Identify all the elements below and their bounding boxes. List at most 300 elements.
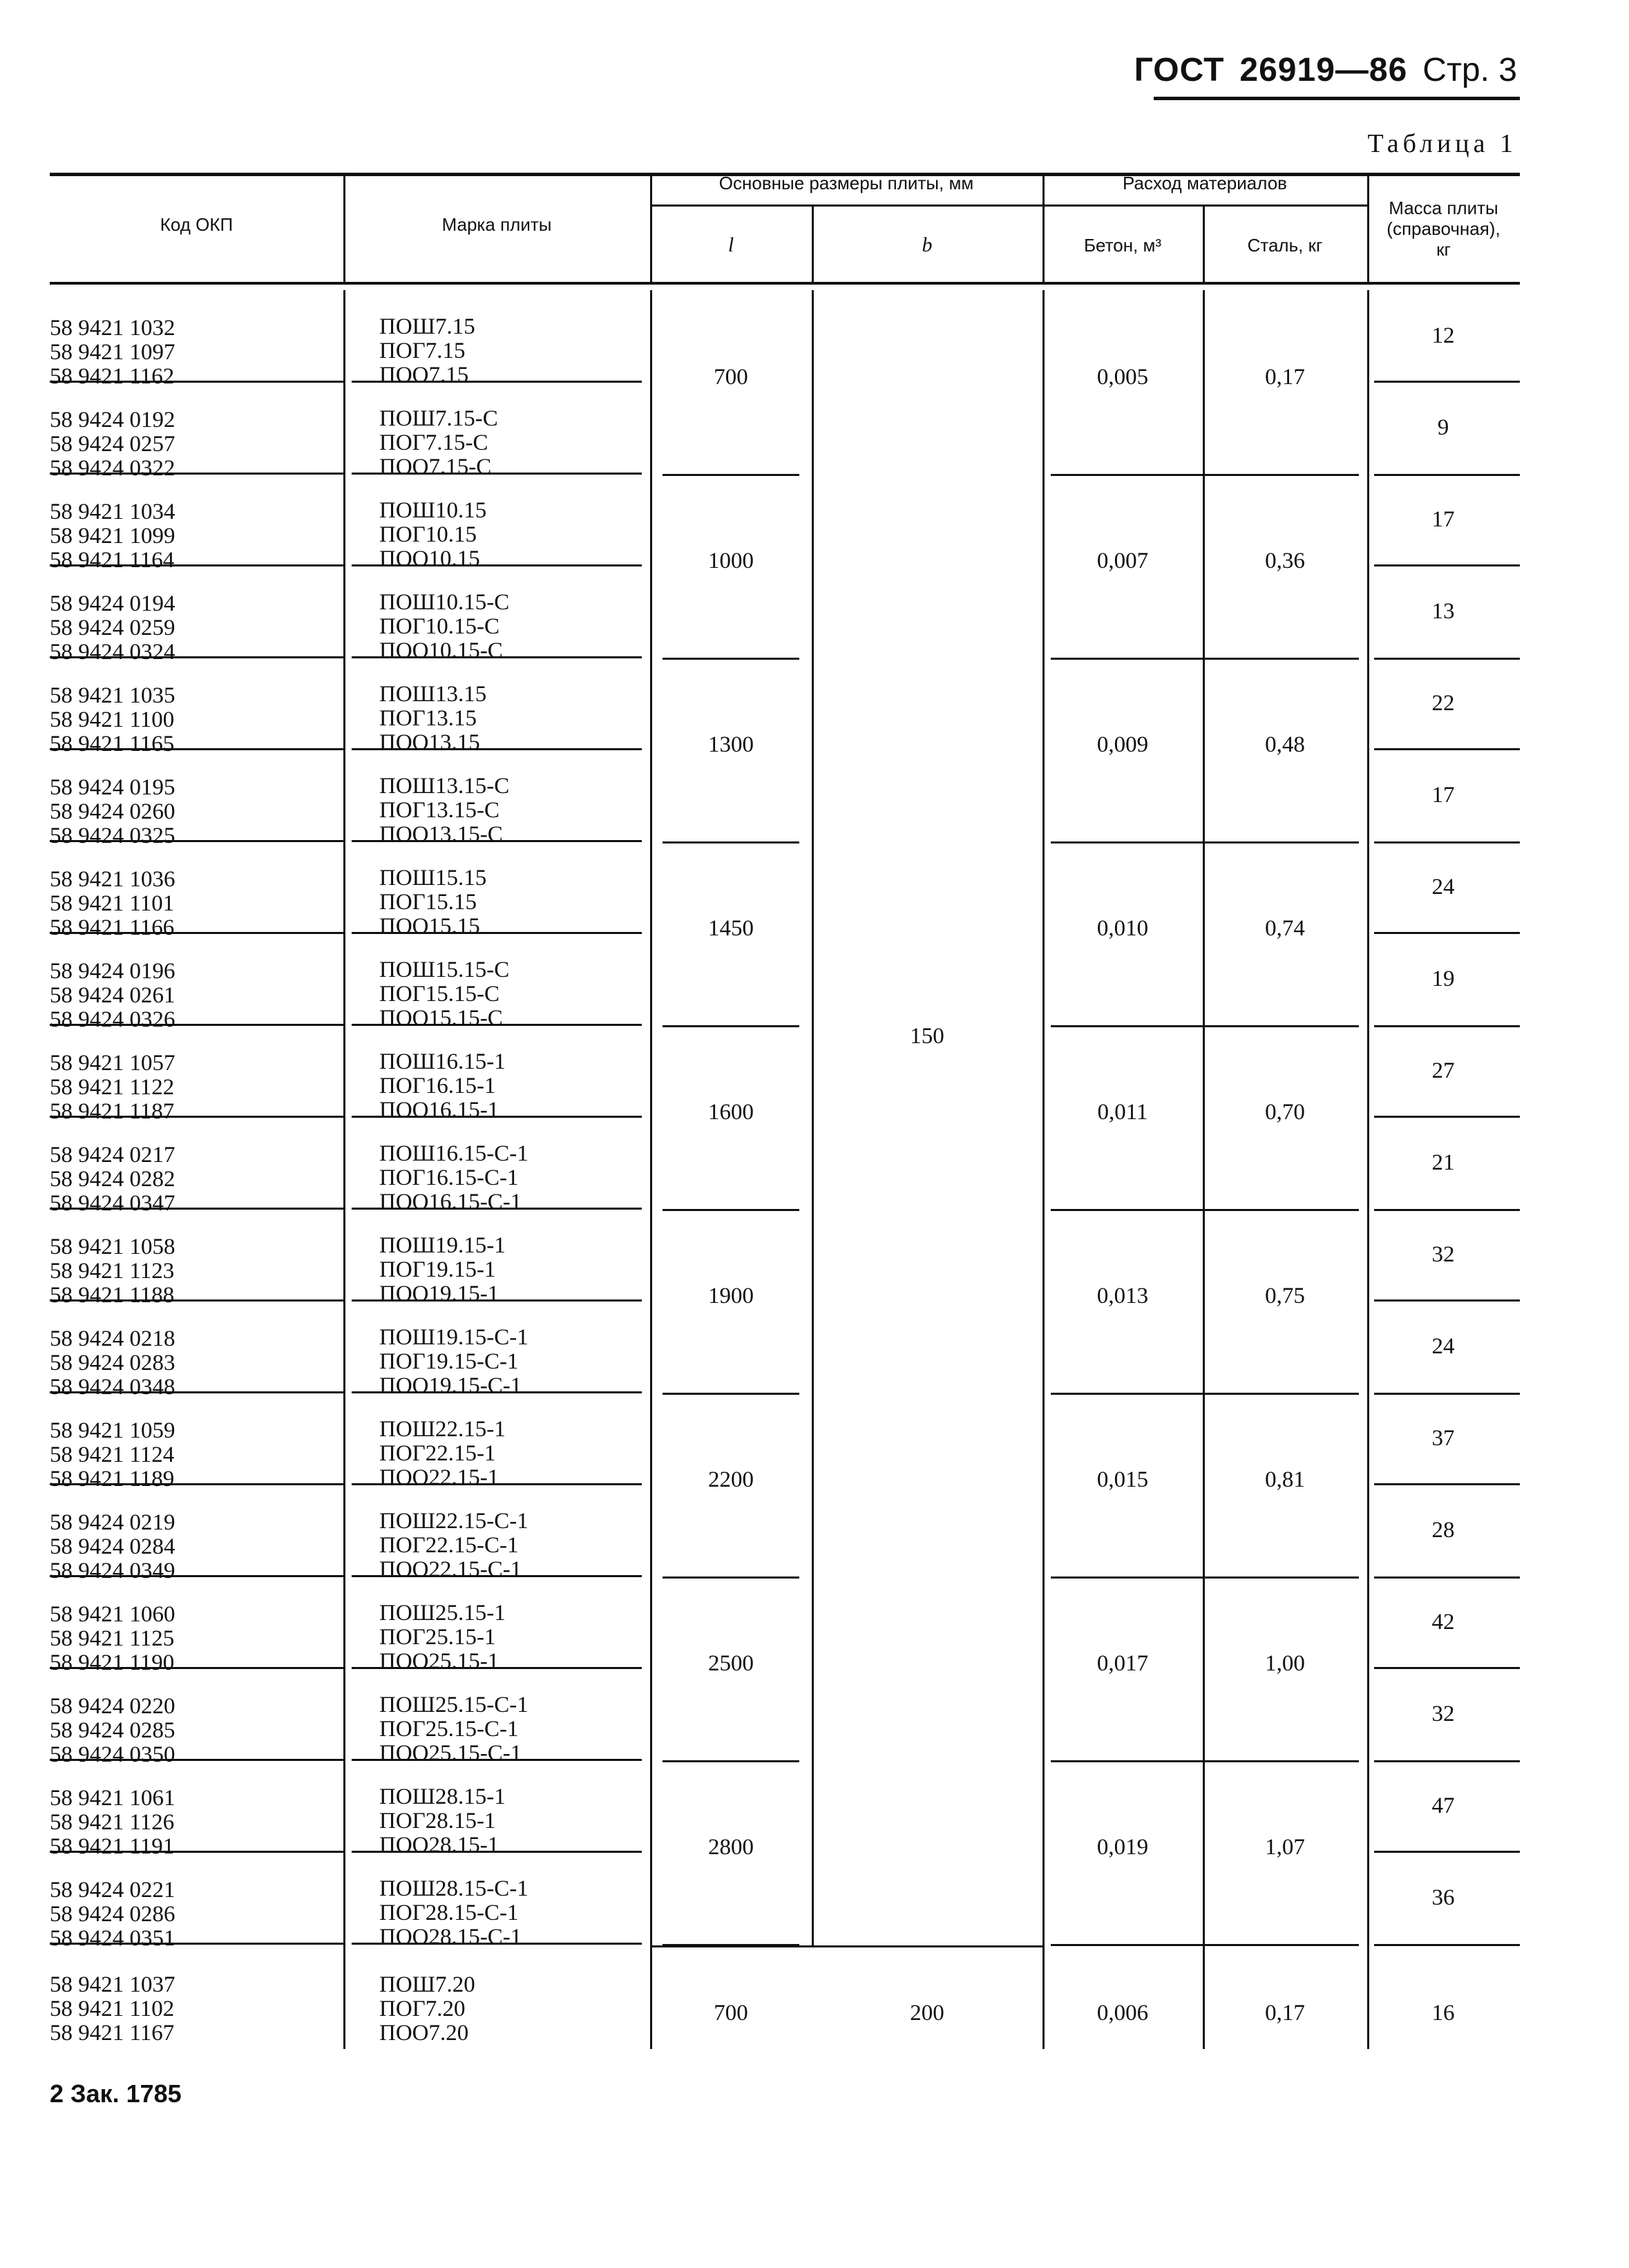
mark-cell-line: ПОО15.15 [379,914,480,939]
mark-row-rule [352,840,642,842]
code-cell-line: 58 9421 1189 [50,1467,175,1492]
mark-cell [379,774,642,847]
code-row-rule [50,1299,343,1302]
mark-cell [379,1050,642,1123]
mark-cell-line: ПОО19.15-1 [379,1281,499,1306]
materials-group-rule [1051,1576,1359,1579]
footer-order-note: 2 Зак. 1785 [50,2079,182,2108]
standard-number: 26919—86 [1239,52,1408,88]
mark-row-rule [352,1116,642,1118]
mark-cell-line: ПОШ7.20 [379,1972,475,1997]
l-group-rule [663,841,799,844]
mark-cell [379,407,642,479]
steel-cell: 0,17 [1265,2001,1305,2026]
mark-cell-line: ПОГ13.15-С [379,798,499,823]
code-cell-line: 58 9421 1125 [50,1626,175,1651]
code-cell-line: 58 9424 0195 [50,775,175,800]
mark-row-rule [352,1575,642,1577]
body-divider [1367,290,1369,2049]
l-group-rule [663,1393,799,1395]
l-cell: 2500 [708,1651,754,1676]
code-cell-line: 58 9421 1097 [50,340,175,365]
mark-cell [379,1693,642,1766]
mark-row-rule [352,1024,642,1026]
concrete-cell: 0,007 [1096,549,1149,573]
mark-row-rule [352,473,642,475]
col-header-steel: Сталь, кг [1247,235,1323,256]
mark-cell [379,1326,642,1398]
mass-row-rule [1374,932,1520,934]
code-cell-line: 58 9424 0260 [50,799,175,824]
concrete-cell: 0,006 [1096,2001,1149,2026]
mark-cell-line: ПОО13.15-С [379,822,503,847]
mass-cell: 12 [1431,323,1455,348]
concrete-cell: 0,009 [1096,732,1149,757]
header-divider [1042,173,1045,282]
mark-row-rule [352,1759,642,1761]
l-cell: 1450 [708,916,754,941]
header-subrule [650,204,1367,207]
code-cell-line: 58 9424 0282 [50,1167,175,1192]
mass-cell: 13 [1431,599,1455,624]
materials-group-rule [1051,1209,1359,1211]
mark-cell [379,315,642,388]
mark-cell [379,1877,642,1950]
code-cell-line: 58 9424 0192 [50,408,175,432]
mark-cell-line: ПОГ25.15-1 [379,1625,496,1650]
steel-cell: 0,81 [1265,1467,1305,1492]
materials-group-rule [1051,658,1359,660]
mark-cell-line: ПОГ28.15-С-1 [379,1900,519,1925]
code-row-rule [50,1759,343,1761]
code-cell [50,1143,326,1216]
body-divider [343,290,345,2049]
code-row-rule [50,473,343,475]
mass-row-rule [1374,1116,1520,1118]
mass-row-rule [1374,1667,1520,1669]
mark-cell-line: ПОГ19.15-С-1 [379,1349,519,1374]
mass-row-rule [1374,381,1520,383]
mark-cell-line: ПОГ22.15-1 [379,1441,496,1466]
materials-group-rule [1051,1025,1359,1027]
code-row-rule [50,1024,343,1026]
l-group-rule [663,1209,799,1211]
code-cell-line: 58 9424 0284 [50,1534,175,1559]
mark-cell-line: ПОШ25.15-С-1 [379,1693,528,1717]
mark-cell-line: ПОО16.15-С-1 [379,1190,522,1214]
code-cell-line: 58 9424 0348 [50,1375,175,1400]
code-cell-line: 58 9424 0285 [50,1718,175,1743]
code-cell-line: 58 9421 1061 [50,1786,175,1811]
mass-header-line1: Масса плиты [1389,198,1498,218]
b-span-bottom-rule [650,1945,1042,1947]
code-cell [50,1419,326,1492]
col-header-b: b [922,234,933,256]
l-cell: 1300 [708,732,754,757]
code-cell-line: 58 9421 1188 [50,1283,175,1308]
mark-cell [379,1601,642,1674]
code-cell-line: 58 9424 0326 [50,1007,175,1032]
steel-cell: 0,74 [1265,916,1305,941]
mark-cell-line: ПОШ19.15-1 [379,1233,506,1258]
code-cell-line: 58 9421 1122 [50,1075,175,1100]
mass-row-rule [1374,1851,1520,1853]
col-header-l: l [727,234,734,256]
code-row-rule [50,1575,343,1577]
mass-cell: 24 [1431,875,1455,899]
mark-cell-line: ПОО7.15-С [379,455,492,479]
mass-cell: 32 [1431,1242,1455,1267]
code-cell-line: 58 9424 0259 [50,616,175,640]
mass-cell: 21 [1431,1150,1455,1175]
code-cell-line: 58 9421 1058 [50,1235,175,1259]
mark-cell-line: ПОГ7.20 [379,1997,466,2021]
code-cell-line: 58 9424 0196 [50,959,175,984]
l-group-rule [663,1025,799,1027]
code-cell-line: 58 9421 1034 [50,499,175,524]
code-cell-line: 58 9424 0257 [50,432,175,457]
code-cell-line: 58 9424 0349 [50,1559,175,1583]
mark-cell-line: ПОШ13.15 [379,682,487,707]
mark-row-rule [352,1483,642,1485]
code-cell [50,1051,326,1124]
code-cell-line: 58 9424 0322 [50,456,175,481]
mark-cell-line: ПОШ25.15-1 [379,1601,506,1626]
code-cell-line: 58 9421 1036 [50,867,175,892]
mark-row-rule [352,656,642,658]
mark-cell-line: ПОО10.15 [379,546,480,571]
page-number: Стр. 3 [1422,52,1517,88]
code-row-rule [50,1483,343,1485]
code-row-rule [50,1391,343,1393]
mass-cell: 9 [1437,415,1449,440]
code-cell-line: 58 9424 0351 [50,1926,175,1951]
col-header-code: Код ОКП [160,214,234,235]
code-cell-line: 58 9421 1162 [50,364,175,389]
mark-cell-line: ПОГ28.15-1 [379,1809,496,1833]
body-divider [650,290,652,2049]
mark-cell-line: ПОШ19.15-С-1 [379,1325,528,1350]
code-cell [50,1235,326,1308]
mark-cell-line: ПОГ19.15-1 [379,1257,496,1282]
mass-cell: 16 [1431,2001,1455,2026]
standard-label: ГОСТ [1134,52,1225,88]
code-cell [50,776,326,848]
mark-row-rule [352,1208,642,1210]
materials-group-rule [1051,474,1359,476]
mark-cell-line: ПОО22.15-С-1 [379,1557,522,1582]
code-row-rule [50,1208,343,1210]
mark-cell-line: ПОО10.15-С [379,638,503,663]
materials-group-rule [1051,1944,1359,1946]
header-underline [1154,97,1520,100]
header-divider [343,173,345,282]
code-cell-line: 58 9421 1165 [50,732,175,756]
mark-cell-line: ПОШ13.15-С [379,774,510,799]
concrete-cell: 0,010 [1096,916,1149,941]
code-cell-line: 58 9424 0347 [50,1191,175,1216]
l-cell: 1900 [708,1284,754,1308]
code-cell [50,592,326,665]
concrete-cell: 0,019 [1096,1835,1149,1860]
mark-cell-line: ПОО28.15-С-1 [379,1925,522,1950]
code-row-rule [50,1667,343,1669]
code-cell-line: 58 9421 1032 [50,316,175,341]
mass-cell: 17 [1431,783,1455,808]
page-header [1134,51,1517,89]
mark-cell [379,1785,642,1858]
code-cell-line: 58 9424 0217 [50,1143,175,1168]
code-cell-line: 58 9421 1124 [50,1442,175,1467]
mass-cell: 17 [1431,507,1455,532]
mark-cell-line: ПОО25.15-С-1 [379,1741,522,1766]
mark-cell [379,1418,642,1490]
mass-cell: 24 [1431,1334,1455,1359]
mass-cell: 37 [1431,1426,1455,1451]
code-row-rule [50,840,343,842]
mark-row-rule [352,748,642,750]
mark-cell-line: ПОО25.15-1 [379,1649,499,1674]
code-cell-line: 58 9424 0325 [50,823,175,848]
concrete-cell: 0,013 [1096,1284,1149,1308]
mark-row-rule [352,381,642,383]
mark-cell-line: ПОШ7.15-С [379,406,498,431]
code-cell [50,1327,326,1400]
mark-cell-line: ПОШ15.15-С [379,957,510,982]
col-header-mass [1367,198,1520,260]
col-header-concrete: Бетон, м³ [1083,235,1162,256]
header-bottom-rule [50,282,1520,285]
materials-group-rule [1051,1760,1359,1762]
mark-cell-line: ПОШ28.15-1 [379,1784,506,1809]
mass-header-line3: кг [1436,239,1451,260]
code-row-rule [50,381,343,383]
code-cell-line: 58 9424 0350 [50,1742,175,1767]
concrete-cell: 0,011 [1097,1100,1148,1125]
code-cell-line: 58 9424 0194 [50,591,175,616]
concrete-cell: 0,005 [1096,365,1149,390]
code-cell-line: 58 9421 1123 [50,1259,175,1284]
mark-cell-line: ПОГ16.15-1 [379,1074,496,1098]
mass-header-line2: (справочная), [1387,218,1501,239]
mass-group-rule [1374,658,1520,660]
code-cell-line: 58 9421 1099 [50,524,175,549]
mark-row-rule [352,1943,642,1945]
code-cell [50,500,326,573]
l-cell: 2800 [708,1835,754,1860]
mark-cell-line: ПОГ7.15-С [379,430,488,455]
mass-cell: 32 [1431,1702,1455,1726]
mark-cell-line: ПОГ13.15 [379,706,477,731]
mass-row-rule [1374,1483,1520,1485]
code-cell-line: 58 9421 1102 [50,1997,175,2021]
code-cell-line: 58 9421 1190 [50,1650,175,1675]
mark-cell-line: ПОГ25.15-С-1 [379,1717,519,1742]
concrete-cell: 0,015 [1096,1467,1149,1492]
mass-group-rule [1374,1393,1520,1395]
materials-group-rule [1051,1393,1359,1395]
mark-cell-line: ПОГ16.15-С-1 [379,1165,519,1190]
mark-cell [379,591,642,663]
steel-cell: 0,36 [1265,549,1305,573]
mark-cell-line: ПОШ16.15-1 [379,1049,506,1074]
concrete-cell: 0,017 [1096,1651,1149,1676]
mark-cell-line: ПОШ7.15 [379,314,475,339]
mass-cell: 19 [1431,966,1455,991]
mark-cell-line: ПОО16.15-1 [379,1098,499,1123]
code-cell-line: 58 9424 0286 [50,1902,175,1927]
mass-group-rule [1374,1209,1520,1211]
code-row-rule [50,564,343,566]
mark-cell [379,1973,642,2046]
col-header-dims: Основные размеры плиты, мм [718,173,974,193]
mass-group-rule [1374,1760,1520,1762]
b-cell: 150 [910,1024,944,1049]
mark-cell-line: ПОО13.15 [379,730,480,755]
col-header-mark: Марка плиты [441,214,552,235]
mark-cell-line: ПОШ28.15-С-1 [379,1876,528,1901]
l-cell: 2200 [708,1467,754,1492]
mark-cell-line: ПОШ10.15 [379,498,487,523]
steel-cell: 0,75 [1265,1284,1305,1308]
header-divider [1203,206,1205,282]
mark-cell [379,1234,642,1306]
code-cell-line: 58 9421 1100 [50,707,175,732]
mark-row-rule [352,1667,642,1669]
mark-cell [379,958,642,1031]
mark-cell-line: ПОГ10.15-С [379,614,499,639]
code-cell [50,316,326,389]
l-cell: 1000 [708,549,754,573]
mark-cell-line: ПОГ15.15-С [379,982,499,1007]
code-cell [50,408,326,481]
code-cell-line: 58 9424 0261 [50,983,175,1008]
mass-cell: 36 [1431,1885,1455,1910]
mass-cell: 22 [1431,691,1455,716]
body-divider [812,290,814,1945]
l-group-rule [663,1576,799,1579]
l-group-rule [663,658,799,660]
code-cell [50,1973,326,2046]
code-row-rule [50,932,343,934]
mass-cell: 28 [1431,1518,1455,1543]
code-cell-line: 58 9421 1167 [50,2021,175,2046]
col-header-materials: Расход материалов [1123,173,1287,193]
header-divider [1367,173,1369,282]
code-cell-line: 58 9424 0324 [50,640,175,665]
code-cell-line: 58 9421 1060 [50,1602,175,1627]
mark-cell-line: ПОО28.15-1 [379,1833,499,1858]
mass-group-rule [1374,1576,1520,1579]
mark-cell-line: ПОШ16.15-С-1 [379,1141,528,1166]
code-cell-line: 58 9421 1035 [50,683,175,708]
b-cell: 200 [910,2001,944,2026]
code-cell [50,1786,326,1859]
mark-cell-line: ПОО22.15-1 [379,1465,499,1490]
mass-row-rule [1374,564,1520,566]
mark-cell-line: ПОО7.15 [379,363,469,388]
code-cell-line: 58 9424 0221 [50,1878,175,1903]
code-row-rule [50,1943,343,1945]
code-row-rule [50,1116,343,1118]
steel-cell: 0,70 [1265,1100,1305,1125]
mark-cell [379,1142,642,1214]
mark-cell-line: ПОШ10.15-С [379,590,510,615]
code-row-rule [50,656,343,658]
body-divider [1042,290,1045,2049]
mark-row-rule [352,1851,642,1853]
mass-cell: 47 [1431,1793,1455,1818]
l-group-rule [663,474,799,476]
mass-row-rule [1374,748,1520,750]
mark-cell-line: ПОШ22.15-1 [379,1417,506,1442]
code-cell [50,1695,326,1767]
code-cell-line: 58 9421 1191 [50,1834,175,1859]
mark-cell-line: ПОГ10.15 [379,522,477,547]
mass-group-rule [1374,1025,1520,1027]
code-cell [50,1878,326,1951]
code-cell-line: 58 9421 1187 [50,1099,175,1124]
mark-cell [379,1509,642,1582]
code-cell [50,868,326,940]
materials-group-rule [1051,841,1359,844]
code-cell [50,960,326,1032]
mark-cell-line: ПОО15.15-С [379,1006,503,1031]
mark-row-rule [352,1391,642,1393]
code-cell [50,684,326,756]
mark-cell-line: ПОГ7.15 [379,339,466,363]
code-cell [50,1603,326,1675]
mark-cell-line: ПОШ15.15 [379,866,487,890]
mark-row-rule [352,932,642,934]
code-cell-line: 58 9424 0283 [50,1351,175,1375]
mark-cell-line: ПОГ15.15 [379,890,477,915]
header-divider [650,173,652,282]
code-row-rule [50,1851,343,1853]
code-cell [50,1511,326,1583]
mass-group-rule [1374,474,1520,476]
code-cell-line: 58 9421 1037 [50,1972,175,1997]
l-cell: 1600 [708,1100,754,1125]
code-cell-line: 58 9424 0218 [50,1326,175,1351]
steel-cell: 1,00 [1265,1651,1305,1676]
mark-row-rule [352,1299,642,1302]
code-cell-line: 58 9424 0220 [50,1694,175,1719]
mark-cell-line: ПОШ22.15-С-1 [379,1509,528,1534]
code-cell-line: 58 9421 1166 [50,915,175,940]
code-cell-line: 58 9421 1101 [50,891,175,916]
l-group-rule [663,1760,799,1762]
body-divider [1203,290,1205,2049]
mark-cell [379,683,642,755]
code-row-rule [50,748,343,750]
code-cell-line: 58 9421 1126 [50,1810,175,1835]
steel-cell: 1,07 [1265,1835,1305,1860]
l-cell: 700 [714,2001,748,2026]
mass-group-rule [1374,841,1520,844]
table-caption: Таблица 1 [1367,129,1517,158]
code-cell-line: 58 9421 1164 [50,548,175,573]
mark-cell-line: ПОГ22.15-С-1 [379,1533,519,1558]
mark-cell-line: ПОО7.20 [379,2021,469,2046]
l-cell: 700 [714,365,748,390]
mass-cell: 27 [1431,1058,1455,1083]
steel-cell: 0,17 [1265,365,1305,390]
mark-cell [379,499,642,571]
code-cell-line: 58 9421 1057 [50,1051,175,1076]
header-divider [812,206,814,282]
mass-row-rule [1374,1299,1520,1302]
